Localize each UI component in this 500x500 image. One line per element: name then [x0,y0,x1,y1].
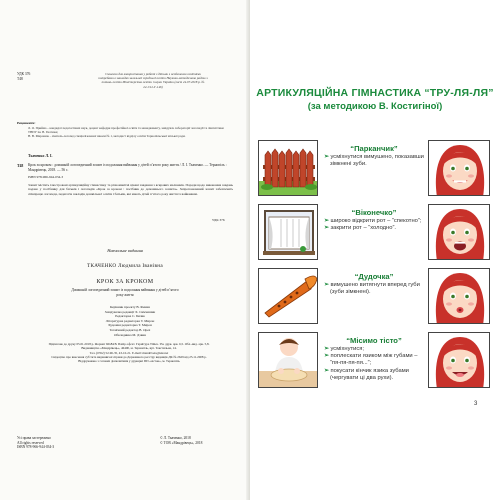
dough-icon [258,332,318,388]
exercise-name: “Дудочка” [354,272,394,281]
step-text: усміхнутися вимушено, показавши зімкнені зуби. [330,154,424,168]
fence-icon [258,140,318,196]
credit-line: Обкладинка М. Дзвин [114,332,146,337]
print-line: Віддруковано з готових діапозитивів у друкарні ПП «Астон», м. Тернопіль [78,359,180,364]
udk-code [17,72,30,81]
page-title: АРТИКУЛЯЦІЙНА ГІМНАСТИКА “ТРУ-ЛЯ-ЛЯ” [256,87,494,99]
author-line: Ткаченко Л. І. [28,154,53,158]
credit-line: Літературна редакторка Т. Мирон [105,318,155,323]
exercise-step: ➢ широко відкрити рот – “спекотно”; [324,218,422,224]
exercise-steps [324,218,428,232]
udk-line: УДК 376 [17,72,31,76]
exercise-name: “Місимо тісто” [346,336,402,345]
girl-face-icon [428,140,490,196]
print-line: Підписано до друку 05.01.2018 р. Формат 60х84/8. Папір офсет. Гарнітура Times. Ум. друк. арк. 6,5. Обл.-вид. арк. 5,8. [48,342,210,346]
isbn: ISBN 978-966-944-034-3 [28,175,64,179]
exercise-card [258,268,492,332]
rights-block [17,436,54,450]
print-line: Тел. (0352) 52-96-35, 43-10-21. E-mail: mandrivets@ukr.net [89,350,169,355]
page-subtitle: (за методикою В. Костигіної) [307,101,443,112]
bibliographic-record: Крок за кроком : домашній логопедичний зошит із подолання вайвання у дітей п’ятого року життя / Л. І. Ткаченко. — Тернопіль : Мандрівець, 2018. — 56 с. [28,163,227,172]
window-icon [258,204,318,260]
step-text: закрити рот – “холодно”. [330,225,397,232]
reviewer: Н. В. Миронюк – вчитель-логопед спеціалізованої школи № 1, методист відділу освіти Тернопільської міської ради. [28,134,186,139]
reviewers-list [28,126,233,139]
rights-line: ISBN 978-966-944-034-3 [17,445,55,450]
exercise-steps [324,282,428,296]
exercise-steps [324,346,428,382]
exercise-step: ➢ усміхнутися вимушено, показавши зімкнені зуби. [324,154,424,168]
author-name: ТКАЧЕНКО Людмила Іванівна [87,263,163,269]
exercise-name: “Парканчик” [350,144,398,153]
exercise-step: ➢ усміхнутися; [324,346,365,352]
print-line: Видавництво «Мандрівець», 46400, м. Тернопіль, вул. Текстильна, 14. [81,346,177,351]
udk-code-2: УДК 376 [212,218,225,222]
exercise-step: ➢ поплескати язиком між губами – “пя-пя-пя-пя...”; [324,353,418,367]
rights-line: All rights reserved [17,440,44,445]
exercise-steps [324,154,428,168]
copyright-block [160,436,202,445]
copyright-line: © ТОВ «Мандрівець», 2018 [160,440,203,445]
print-info [44,342,214,363]
exercise-step: ➢ вимушено витягнути вперед губи (зуби зімкнені). [324,282,420,296]
girl-face-icon [428,332,490,388]
exercise-step: ➢ закрити рот – “холодно”. [324,225,397,232]
step-text: вимушено витягнути вперед губи (зуби зімкнені). [330,282,420,296]
credits [90,305,170,337]
girl-face-icon [428,204,490,260]
credit-line: Редакторка С. Биляк [115,314,145,319]
approval-note: Схвалено для використання у роботі з дітьми з особливими освітніми потребами в закладах загальної середньої освіти Науково-методичною радою з питань освіти Міністерства освіти і науки України (лист 24.07.2018 р. № 22.1/12-Г-146) [98,72,208,89]
exercise-card [258,204,492,268]
exercise-card [258,140,492,204]
exercise-step: ➢ покусати кінчик язика зубами (чергувати ці два рухи). [324,367,409,381]
copyright-line: © Л. Ткаченко, 2018 [160,436,191,440]
edition-type: Навчальне видання [107,248,143,253]
reviewers-heading: Рецензенти: [17,121,36,125]
credit-line: Художня редакторка Т. Мирон [108,323,152,328]
book-title: КРОК ЗА КРОКОМ [96,279,154,285]
book-subtitle: Домашній логопедичний зошит із подолання вайвання у дітей п’ятого року життя [71,288,179,297]
abstract: Зошит містить ілюстровані артикуляційну гімнастику та різноманітні цікаві завдання з яскравих малюнків. Поради щодо виконання завдань подано у посібнику для батьків і логопедів «Крок за кроком : посібник до домашнього зошита». Запропонований зошит забезпечить співпрацю логопеда, педагогів закладів дошкільної освіти і батьків, які мають дітей п’ятого року життя із вайванням. [28,183,233,196]
step-text: широко відкрити рот – “спекотно”; [330,218,422,224]
step-text: поплескати язиком між губами – “пя-пя-пя-пя...”; [330,353,418,367]
reviewer: Л. О. Прийма – кандидат педагогічних наук, доцент кафедри професійної освіти та менеджменту, завідувач лабораторії логопедії та лінгвістики ТНПУ ім. В. Гнатюка; [28,126,224,135]
rights-line: Усі права застережено [17,436,51,440]
credit-line: Керівник проекту В. Фенин [110,305,150,309]
exercise-card [258,332,492,396]
step-text: усміхнутися; [330,346,365,352]
credit-line: Технічний редактор В. Орех [109,327,151,332]
pipe-icon [258,268,318,324]
step-text: покусати кінчик язика зубами (чергувати ці два рухи). [330,367,409,381]
page-number: 3 [474,401,478,407]
print-line: Свідоцтво про внесення суб’єкта видавничої справи до Державного реєстру видавців ДК № 2629 від 25.11.2008 р. [51,354,207,359]
udk-line: Т48 [17,76,23,81]
catalog-code: Т48 [17,164,24,168]
credit-line: Завідувачка редакції Х. Симчишин [104,309,156,314]
girl-face-icon [428,268,490,324]
exercise-name: “Віконечко” [351,208,397,217]
